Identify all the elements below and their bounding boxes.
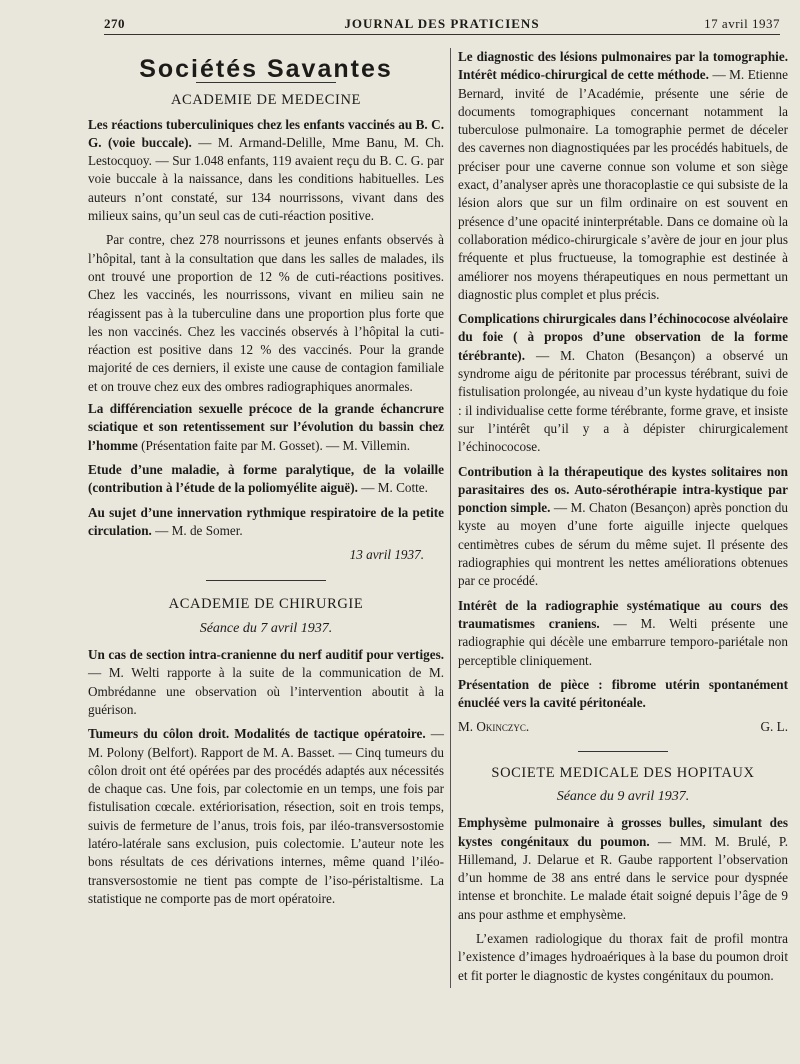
signature-row [458,718,788,736]
column-divider [450,48,451,988]
article-title: Présentation de pièce : fibrome utérin spontanément énucléé vers la cavité péritonéale. [458,676,788,711]
article-entry [458,463,788,591]
article-entry [458,676,788,713]
article-body: — M. Etienne Bernard, invité de l’Académie, présente une série de documents tomographiques concernant notamment la tuberculose pulmonaire. La tomographie permet de déceler des cavernes non diagnostiquées par les procédés habituels, de préciser pour une caverne connue son volume et son siège exact, d’analyser après une thoracoplastie ce qui subsiste de la lésion alors que sur un film ordinaire on est souvent en présence d’une opacité ininterprétable. Dans ce domaine où la collaboration médico-chirurgicale s’avère de jour en jour plus fréquente et plus fructueuse, la tomographie est destinée à améliorer nos moyens thérapeutiques en nous permettant un diagnostic plus complet et plus précis. [458,67,788,302]
societe-heading: SOCIETE MEDICALE DES HOPITAUX [491,764,755,781]
article-entry [88,504,444,541]
article-body: — M. Cotte. [357,480,428,496]
article-title: Les réactions tuberculiniques chez les enfants vaccinés au B. C. G. (voie buccale). [88,116,444,150]
header-rule [104,34,780,35]
article-body: — M. Chaton (Besançon) a observé un syndrome aigu de péritonite par processus térébrant, suivi de fistulisation prolongée, au niveau d’un kyste hydatique du foie : il individualise cette forme térébrante, forme grave, et insiste sur l’intérêt qu’il y a à dépister chirurgicalement l’échinococose. [458,347,788,455]
article-entry [458,814,788,924]
article-entry [458,597,788,670]
article-title: Le diagnostic des lésions pulmonaires par la tomographie. Intérêt médico-chirurgical de cette méthode. [458,49,788,83]
article-entry [88,646,444,719]
article-entry [88,116,444,226]
session-line: Séance du 9 avril 1937. [556,788,690,804]
article-entry [88,400,444,455]
article-author: M. Okinczyc. [458,719,530,735]
page-number: 270 [104,16,125,31]
right-column [458,48,788,989]
article-body: — M. Polony (Belfort). Rapport de M. A. Basset. — Cinq tumeurs du côlon droit ont été opérées par des procédés adaptés aux nécessités de chaque cas. Une fois, par colectomie en un temps, une fois par fistulisation cœcale. extériorisation, résection, soit en trois temps, suivis de fermeture de l’anus, trois fois, par iléo-transversostomie latéro-latérale sans exclusion, puis colectomie. L’auteur note les bons résultats de ces dérivations internes, même quand l’iléo-transversostomie ne tient pas compte de l’iso-péristaltisme. La statistique ne comporte pas de mort opératoire. [88,726,444,906]
page-header [104,12,780,32]
article-body: — M. Armand-Delille, Mme Banu, M. Ch. Lestocquoy. — Sur 1.048 enfants, 119 avaient reçu du B. C. G. par voie buccale à la naissance, dans les conditions habituelles. Les auteurs n’ont constaté, sur 134 nourrissons, vivant dans des milieux sains, qu’un seul cas de cuti-réaction positive. [88,134,444,224]
article-paragraph: Par contre, chez 278 nourrissons et jeunes enfants observés à l’hôpital, tant à la consultation que dans les salles de malades, ils ont trouvé une proportion de 12 % de cuti-réactions positives. Chez les vaccinés, les nourrissons, vivant en milieu sain ne réagissent pas à la tuberculine dans une proportion plus forte que les non vaccinés. Chez les vaccinés observés à l’hôpital la cuti-réaction est positive dans 12 % des vaccinés. Pour la grande majorité de ces derniers, il existe une cause de contagion familiale et on trouve chez eux des ombres radiographiques anormales. [88,232,444,394]
academie-medecine-heading: ACADEMIE DE MEDECINE [170,92,361,109]
section-separator [578,751,668,752]
article-title: Contribution à la thérapeutique des kystes solitaires non parasitaires des os. Auto-sérothérapie intra-kystique par ponction simple. [458,463,788,516]
article-entry [458,310,788,456]
article-body: — M. Chaton (Besançon) après ponction du kyste au moyen d’une forte aiguille injecte quelques centimètres cubes de sérum du même sujet. Il présente des radiographies qui montrent les nettes améliorations obtenues par ce procédé. [458,500,788,589]
article-title: Tumeurs du côlon droit. Modalités de tactique opératoire. [88,726,426,742]
article-body: — M. de Somer. [151,522,243,538]
article-title: Complications chirurgicales dans l’échinococose alvéolaire du foie ( à propos d’une observation de la forme térébrante). [458,311,788,363]
session-date: 13 avril 1937. [349,547,424,563]
academie-chirurgie-heading: ACADEMIE DE CHIRURGIE [168,596,364,613]
section-title: Sociétés Savantes [139,55,393,83]
issue-date: 17 avril 1937 [704,16,780,31]
journal-title: JOURNAL DES PRATICIENS [344,16,540,31]
article-body: — M. Welti rapporte à la suite de la communication de M. Ombrédanne une observation où l’intervention aboutit à la guérison. [88,665,444,717]
signature-initials: G. L. [760,719,788,735]
article-paragraph: L’examen radiologique du thorax fait de profil montra l’existence d’images hydroaériques à la base du poumon droit et fit porter le diagnostic de kystes congénitaux du poumon. [458,931,788,983]
article-body: (Présentation faite par M. Gosset). — M. Villemin. [137,437,411,453]
article-title: Etude d’une maladie, à forme paralytique, de la volaille (contribution à l’étude de la poliomyélite aiguë). [88,461,444,496]
article-body: — MM. M. Brulé, P. Hillemand, J. Delarue et R. Gaube rapportent l’observation d’un homme de 38 ans entré dans le service pour dyspnée intense et bronchite. Le malade était soigné depuis l’âge de 9 ans pour asthme et emphysème. [458,833,789,922]
article-title: Emphysème pulmonaire à grosses bulles, simulant des kystes congénitaux du poumon. [458,815,788,849]
left-column [88,48,444,914]
article-title: Au sujet d’une innervation rythmique respiratoire de la petite circulation. [88,504,444,538]
article-title: La différenciation sexuelle précoce de la grande échancrure sciatique et son retentissement sur l’évolution du bassin chez l’homme [88,401,444,453]
article-title: Un cas de section intra-cranienne du nerf auditif pour vertiges. [88,647,444,663]
article-entry [88,461,444,498]
article-title: Intérêt de la radiographie systématique au cours des traumatismes craniens. [458,597,788,631]
session-line: Séance du 7 avril 1937. [199,620,333,636]
article-entry [458,48,788,304]
section-separator [206,580,326,581]
article-entry [88,725,444,908]
article-body: — M. Welti présente une radiographie qui décèle une embarrure temporo-pariétale non perceptible cliniquement. [458,615,788,668]
